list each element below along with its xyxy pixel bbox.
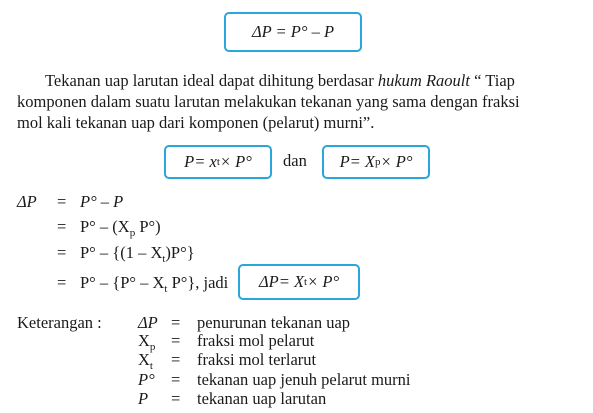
derivation-eq-1: = bbox=[57, 192, 67, 211]
keterangan-symbol-text: ΔP bbox=[138, 313, 158, 332]
derivation-line-3-text: P° – {(1 – X bbox=[80, 243, 163, 262]
derivation-line-3-sub: t bbox=[162, 253, 166, 265]
formula-right-lhs: P bbox=[339, 152, 350, 171]
connector-dan: dan bbox=[283, 151, 307, 170]
formula-result-box: ΔP = X t × P° bbox=[238, 264, 360, 300]
keterangan-symbol bbox=[138, 389, 148, 409]
hukum-raoult-term: hukum Raoult bbox=[377, 71, 470, 90]
keterangan-label: Keterangan : bbox=[17, 313, 102, 332]
keterangan-description: fraksi mol terlarut bbox=[197, 350, 317, 369]
derivation-line-1 bbox=[80, 192, 123, 212]
derivation-line-4-sub: t bbox=[164, 283, 168, 295]
derivation-line-2 bbox=[80, 217, 161, 237]
paragraph-line-2: komponen dalam suatu larutan melakukan tekanan yang sama dengan fraksi bbox=[17, 92, 520, 111]
formula-delta-p-box bbox=[224, 12, 362, 52]
derivation-line-2-sub: p bbox=[129, 227, 136, 239]
keterangan-description: tekanan uap larutan bbox=[197, 389, 327, 408]
derivation-line-1-text: P° – P bbox=[80, 192, 124, 211]
paragraph-line-1-text: Tekanan uap larutan ideal dapat dihitung berdasar bbox=[45, 71, 378, 90]
keterangan-eq: = bbox=[171, 370, 181, 389]
formula-p-xt-box: P = x t × P° bbox=[164, 145, 272, 179]
derivation-line-2-text: P° – (X bbox=[80, 217, 130, 236]
keterangan-eq: = bbox=[171, 313, 181, 332]
derivation-line-2-tail: P°) bbox=[135, 217, 161, 236]
keterangan-symbol-text: X bbox=[138, 331, 150, 350]
formula-result-eq: = X bbox=[278, 272, 305, 291]
keterangan-eq: = bbox=[171, 389, 181, 408]
keterangan-symbol bbox=[138, 313, 158, 333]
keterangan-description: fraksi mol pelarut bbox=[197, 331, 315, 350]
derivation-line-4-tail: P°}, jadi bbox=[167, 273, 229, 292]
keterangan-symbol-text: X bbox=[138, 350, 150, 369]
keterangan-symbol-text: P° bbox=[138, 370, 155, 389]
formula-delta-p-text: ΔP = P° – P bbox=[251, 22, 335, 41]
derivation-eq-4: = bbox=[57, 273, 67, 292]
formula-p-xp-box: P = X p × P° bbox=[322, 145, 430, 179]
keterangan-eq: = bbox=[171, 331, 181, 350]
keterangan-symbol-text: P bbox=[138, 389, 149, 408]
keterangan-symbol-sub: p bbox=[149, 341, 156, 353]
raoult-paragraph bbox=[17, 70, 577, 133]
formula-left-rhs: × P° bbox=[219, 152, 252, 171]
formula-result-rhs: × P° bbox=[307, 272, 340, 291]
derivation-line-3-tail: )P°} bbox=[165, 243, 195, 262]
paragraph-line-1 bbox=[17, 70, 577, 91]
derivation-lhs-text: ΔP bbox=[17, 192, 37, 211]
paragraph-line-3: mol kali tekanan uap dari komponen (pelarut) murni”. bbox=[17, 113, 375, 132]
derivation-line-4 bbox=[80, 273, 228, 293]
formula-left-lhs: P bbox=[184, 152, 195, 171]
keterangan-symbol bbox=[138, 350, 153, 370]
keterangan-symbol bbox=[138, 331, 155, 351]
formula-result-lhs: ΔP bbox=[258, 272, 279, 291]
derivation-eq-3: = bbox=[57, 243, 67, 262]
keterangan-symbol-sub: t bbox=[149, 360, 153, 372]
derivation-eq-2: = bbox=[57, 217, 67, 236]
derivation-line-3 bbox=[80, 243, 195, 263]
keterangan-description: penurunan tekanan uap bbox=[197, 313, 351, 332]
formula-right-rhs: × P° bbox=[380, 152, 413, 171]
paragraph-line-1-tail: “ Tiap bbox=[469, 71, 515, 90]
formula-right-eq: = X bbox=[349, 152, 375, 171]
keterangan-description: tekanan uap jenuh pelarut murni bbox=[197, 370, 411, 389]
formula-left-eq: = x bbox=[194, 152, 217, 171]
derivation-lhs bbox=[17, 192, 37, 212]
keterangan-eq: = bbox=[171, 350, 181, 369]
derivation-line-4-text: P° – {P° – X bbox=[80, 273, 165, 292]
keterangan-symbol bbox=[138, 370, 155, 390]
